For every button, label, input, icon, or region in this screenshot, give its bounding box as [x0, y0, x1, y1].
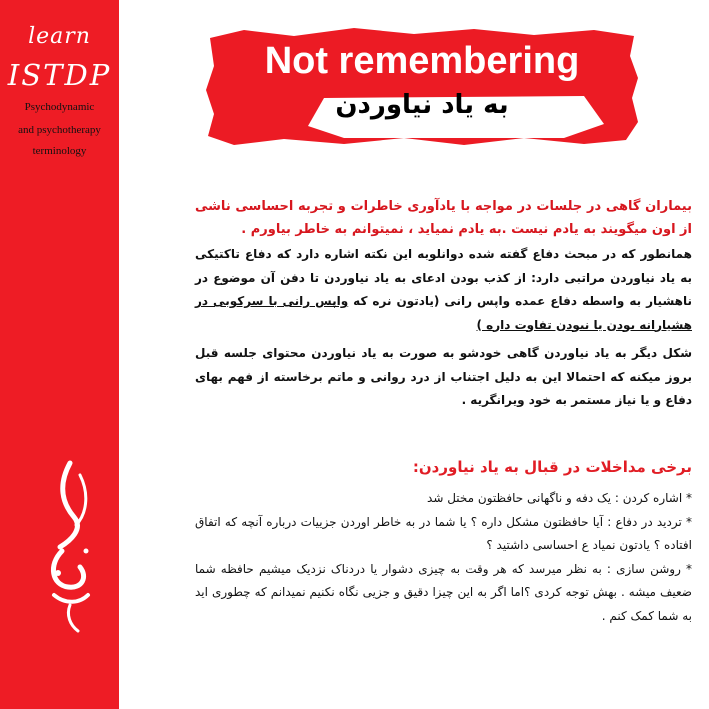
list-item: * روشن سازی : به نظر میرسد که هر وقت به چیزی دشوار یا دردناک نزدیک میشیم حافظه شما ضعیف میشه . بهش توجه کردی ؟اما اگر به این چیزا دقیق و جزیی نگاه نکنیم نمیدانم که چطوری اید به شما کمک کنم .	[195, 561, 692, 623]
paragraph-2: شکل دیگر به یاد نیاوردن گاهی خودشو به صورت به یاد نیاوردن محتوای جلسه قبل بروز میکنه که احتمالا این به دلیل اجتناب از درد روانی و ماتم برخاسته از فهم بهای دفاع و یا نیاز مستمر به خود ویرانگریه .	[195, 346, 692, 407]
sidebar-subtitle-2: and psychotherapy	[18, 124, 101, 136]
sidebar-subtitle-1: Psychodynamic	[24, 101, 95, 113]
paragraph-1	[195, 243, 692, 337]
sidebar-istdp: ISTDP	[7, 58, 112, 92]
title-fa: به یاد نیاوردن	[335, 90, 509, 120]
interventions-list	[195, 487, 692, 628]
calligraphy-ornament-icon	[40, 455, 100, 635]
interventions-heading: برخی مداخلات در قبال به یاد نیاوردن:	[412, 458, 692, 476]
sidebar-subtitle-3: terminology	[32, 145, 87, 157]
list-item: * اشاره کردن : یک دفه و ناگهانی حافظتون مختل شد	[427, 491, 692, 505]
intro-paragraph: بیماران گاهی در جلسات در مواجه با یادآوری خاطرات و تجربه احساسی ناشی از اون میگویند به یادم نیست .به یادم نمیاید ، نمیتوانم به خاطر بیاورم .	[195, 199, 692, 237]
paragraph-1-underlined: واپس رانی با سرکوبی در هشیارانه بودن یا نبودن تفاوت داره )	[195, 294, 692, 332]
sidebar-learn: learn	[28, 24, 91, 49]
title-en: Not remembering	[264, 40, 580, 82]
sidebar	[0, 0, 119, 709]
paragraph-1-text: همانطور که در مبحث دفاع گفته شده دوانلوبه این نکته اشاره دارد که دفاع تاکتیکی به یاد نیاوردن مراتبی دارد: از کذب بودن ادعای به یاد نیاوردن تا دفن آن موضوع در ناهشیار به واسطه دفاع عمده واپس رانی (یادتون نره که	[195, 247, 692, 308]
list-item: * تردید در دفاع : آیا حافظتون مشکل داره ؟ یا شما در به خاطر اوردن جزییات درباره آنچه که اتفاق افتاده ؟ یادتون نمیاد ع احساسی داشتید ؟	[195, 514, 692, 552]
